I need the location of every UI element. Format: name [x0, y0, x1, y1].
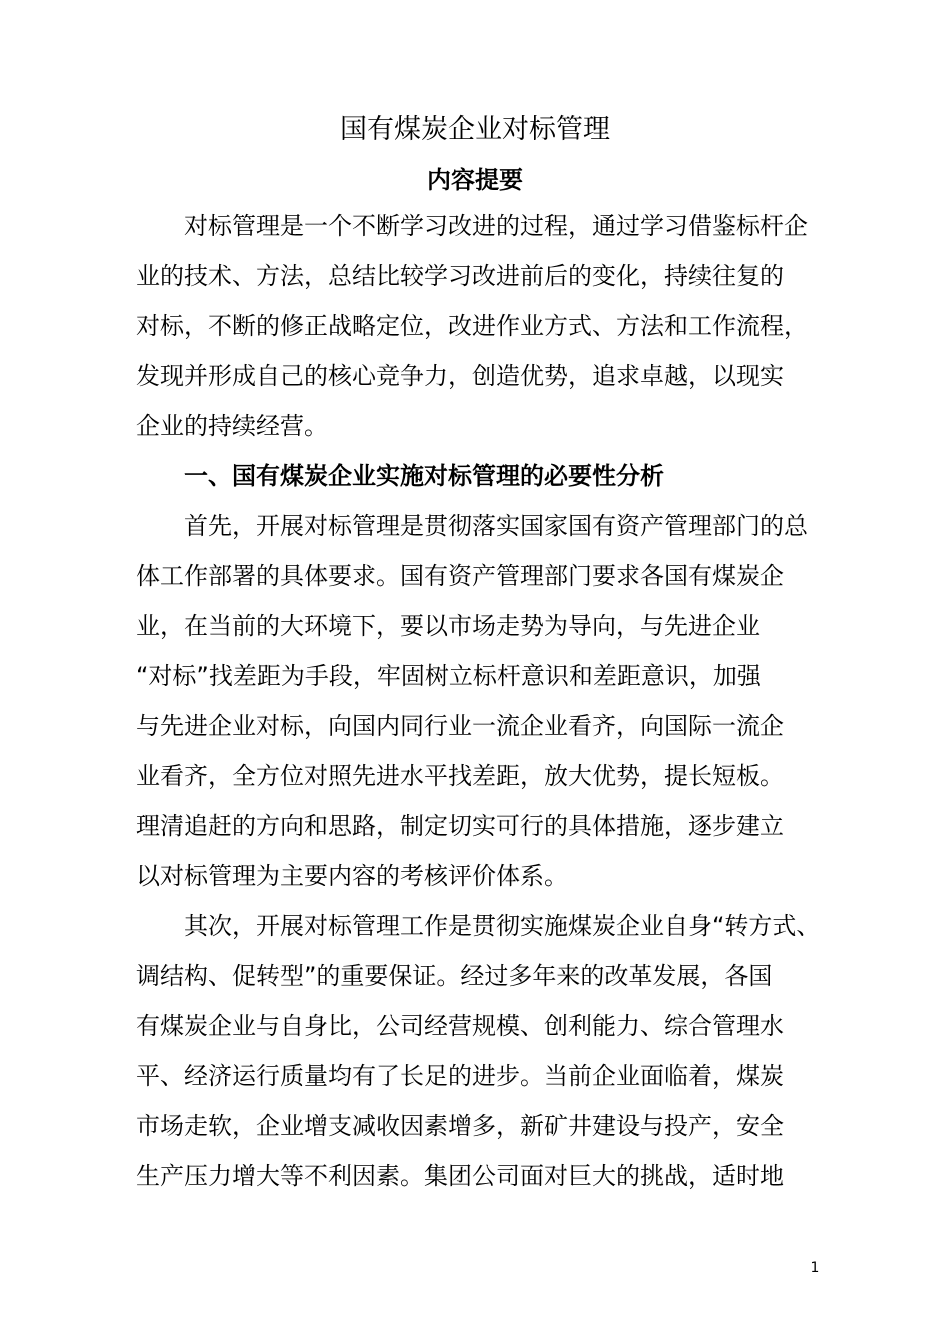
- text-line: 与先进企业对标，向国内同行业一流企业看齐，向国际一流企: [136, 712, 784, 740]
- text-line: 市场走软，企业增支减收因素增多，新矿井建设与投产，安全: [136, 1112, 784, 1140]
- text-line: 调结构、促转型”的重要保证。经过多年来的改革发展，各国: [136, 962, 773, 990]
- text-line: 体工作部署的具体要求。国有资产管理部门要求各国有煤炭企: [136, 562, 784, 590]
- text-line: 业的技术、方法，总结比较学习改进前后的变化，持续往复的: [136, 262, 784, 290]
- text-line: 以对标管理为主要内容的考核评价体系。: [136, 862, 568, 890]
- text-line: 平、经济运行质量均有了长足的进步。当前企业面临着，煤炭: [136, 1062, 784, 1090]
- document-title: 国有煤炭企业对标管理: [340, 114, 610, 145]
- text-line: 企业的持续经营。: [136, 412, 328, 440]
- text-line: 发现并形成自己的核心竞争力，创造优势，追求卓越，以现实: [136, 362, 784, 390]
- page-number: 1: [810, 1260, 820, 1276]
- text-line: 理清追赶的方向和思路，制定切实可行的具体措施，逐步建立: [136, 812, 784, 840]
- text-line: 对标管理是一个不断学习改进的过程，通过学习借鉴标杆企: [184, 212, 808, 240]
- abstract-heading: 内容提要: [427, 166, 523, 194]
- text-line: 生产压力增大等不利因素。集团公司面对巨大的挑战，适时地: [136, 1162, 784, 1190]
- text-line: 其次，开展对标管理工作是贯彻实施煤炭企业自身“转方式、: [184, 912, 821, 940]
- text-line: 首先，开展对标管理是贯彻落实国家国有资产管理部门的总: [184, 512, 808, 540]
- text-line: 业，在当前的大环境下，要以市场走势为导向，与先进企业: [136, 612, 760, 640]
- text-line: 业看齐，全方位对照先进水平找差距，放大优势，提长短板。: [136, 762, 784, 790]
- text-line: 有煤炭企业与自身比，公司经营规模、创利能力、综合管理水: [136, 1012, 784, 1040]
- text-line: “对标”找差距为手段，牢固树立标杆意识和差距意识，加强: [136, 662, 761, 690]
- text-line: 对标，不断的修正战略定位，改进作业方式、方法和工作流程，: [136, 312, 808, 340]
- section-heading: 一、国有煤炭企业实施对标管理的必要性分析: [184, 462, 664, 490]
